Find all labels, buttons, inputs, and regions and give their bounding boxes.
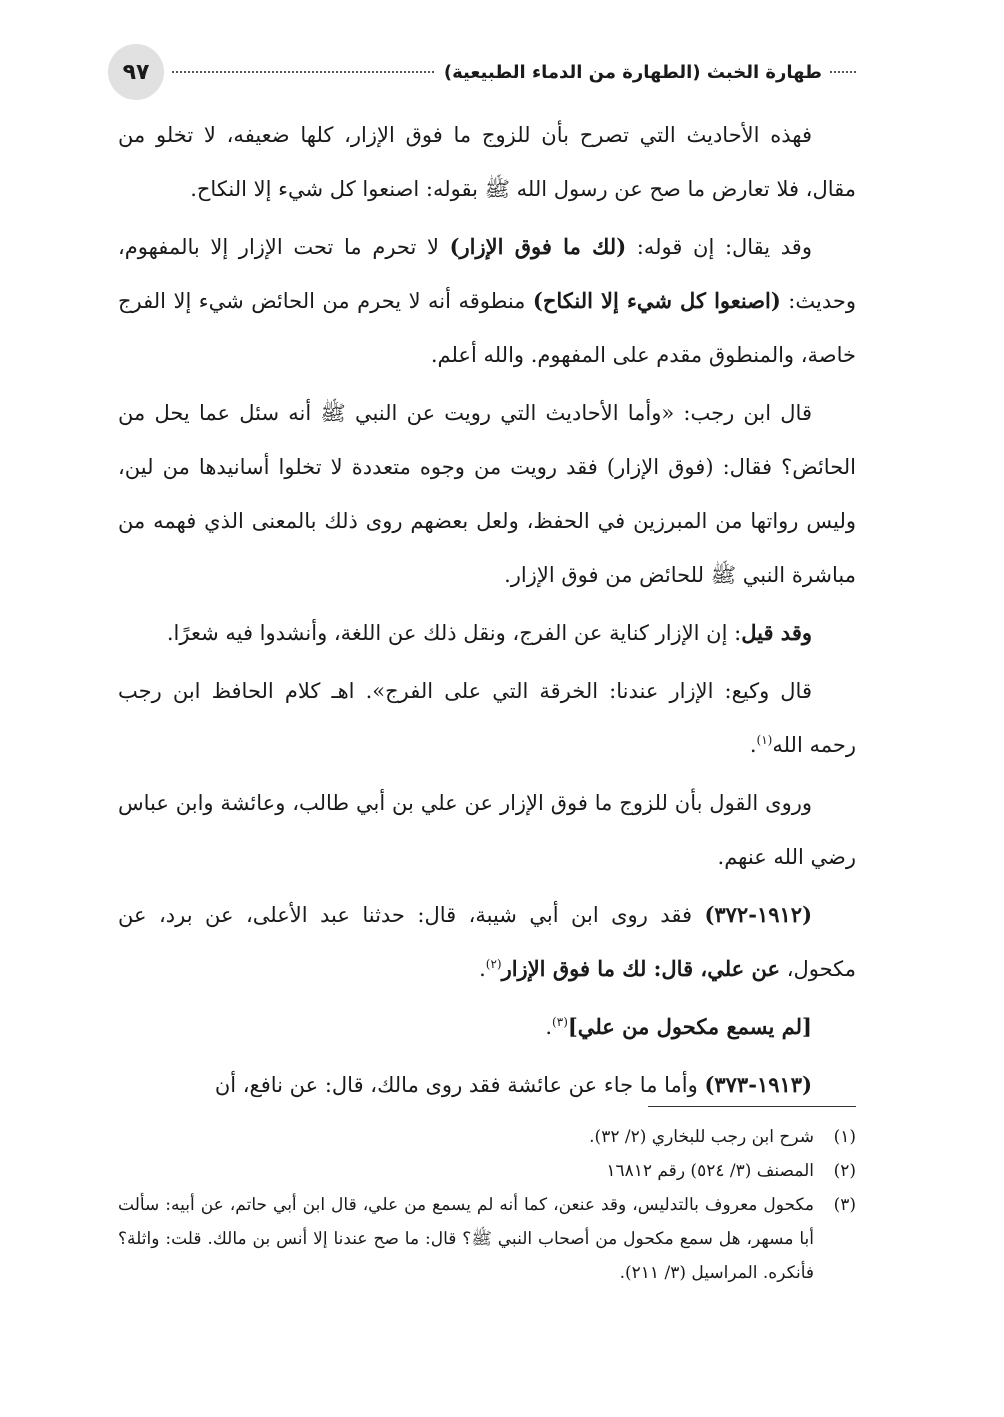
page-number: ٩٧ xyxy=(122,59,150,85)
paragraph-4-lead: وقد قيل xyxy=(741,620,812,645)
paragraph-2-text-a: وقد يقال: إن قوله: xyxy=(626,235,812,259)
footnote-text: شرح ابن رجب للبخاري (٢/ ٣٢). xyxy=(589,1127,814,1147)
paragraph-3 xyxy=(118,386,856,602)
footnotes xyxy=(118,1120,856,1290)
hadith-quote-1: (لك ما فوق الإزار) xyxy=(449,234,627,259)
footnote-text: مكحول معروف بالتدليس، وقد عنعن، كما أنه لم يسمع من علي، قال ابن أبي حاتم، عن أبيه: سألت أبا مسهر، هل سمع مكحول من أصحاب النبي ﷺ؟ قال: ما صح عندنا إلا أنس بن مالك. قلت: واثلة؟ فأنكره. المراسيل (٣/ ٢١١). xyxy=(118,1195,814,1283)
footnote-text: المصنف (٣/ ٥٢٤) رقم ١٦٨١٢ xyxy=(606,1161,814,1181)
paragraph-7-text: فقد روى ابن أبي شيبة، قال: حدثنا عبد الأعلى، عن برد، عن مكحول، xyxy=(118,903,856,981)
paragraph-2-text-e: منطوقه أنه لا يحرم من الحائض شيء إلا الفرج خاصة، والمنطوق مقدم على المفهوم. والله أعلم. xyxy=(118,289,856,367)
paragraph-6-text: وروى القول بأن للزوج ما فوق الإزار عن علي بن أبي طالب، وعائشة وابن عباس رضي الله عنهم. xyxy=(118,791,856,869)
paragraph-7 xyxy=(118,888,856,996)
header-dotted-leader xyxy=(172,71,434,73)
footnote-ref-1[interactable]: (١) xyxy=(756,733,773,747)
narration-number-1913: (١٩١٣-٣٧٣) xyxy=(704,1072,812,1097)
paragraph-9 xyxy=(118,1058,856,1112)
paragraph-4 xyxy=(118,606,856,660)
paragraph-1 xyxy=(118,108,856,216)
footnote-ref-2[interactable]: (٢) xyxy=(485,957,502,971)
paragraph-5 xyxy=(118,664,856,772)
narration-number-1912: (١٩١٢-٣٧٢) xyxy=(704,902,812,927)
footnote-divider xyxy=(648,1106,856,1107)
header-title: طهارة الخبث (الطهارة من الدماء الطبيعية) xyxy=(443,61,822,83)
header-dotted-leader-start xyxy=(830,71,856,73)
footnote-number: (٢) xyxy=(833,1161,856,1181)
paragraph-4-text: : إن الإزار كناية عن الفرج، ونقل ذلك عن اللغة، وأنشدوا فيه شعرًا. xyxy=(166,621,742,645)
page-number-badge xyxy=(108,44,164,100)
main-text xyxy=(118,108,856,1116)
paragraph-8-end: . xyxy=(545,1015,553,1039)
paragraph-5-text: قال وكيع: الإزار عندنا: الخرقة التي على الفرج». اهـ كلام الحافظ ابن رجب رحمه الله xyxy=(118,679,856,757)
paragraph-1-text: فهذه الأحاديث التي تصرح بأن للزوج ما فوق الإزار، كلها ضعيفه، لا تخلو من مقال، فلا تعارض ما صح عن رسول الله ﷺ بقوله: اصنعوا كل شيء إلا النكاح. xyxy=(118,123,856,201)
footnote-number: (١) xyxy=(833,1127,856,1147)
hadith-quote-ali: عن علي، قال: لك ما فوق الإزار xyxy=(501,956,781,981)
footnote-2 xyxy=(118,1154,856,1188)
paragraph-8 xyxy=(118,1000,856,1054)
paragraph-9-text: وأما ما جاء عن عائشة فقد روى مالك، قال: عن نافع، أن xyxy=(214,1073,705,1097)
paragraph-6 xyxy=(118,776,856,884)
footnote-ref-3[interactable]: (٣) xyxy=(552,1015,568,1029)
footnote-1 xyxy=(118,1120,856,1154)
paragraph-2-text-c: لا تحرم ما تحت الإزار إلا بالمفهوم، وحديث: xyxy=(118,235,856,313)
grading-note: [لم يسمع مكحول من علي] xyxy=(567,1014,812,1039)
running-header xyxy=(172,44,856,100)
paragraph-5-end: . xyxy=(749,733,757,757)
footnote-3 xyxy=(118,1188,856,1290)
paragraph-3-text: قال ابن رجب: «وأما الأحاديث التي رويت عن النبي ﷺ أنه سئل عما يحل من الحائض؟ فقال: (فوق الإزار) فقد رويت من وجوه متعددة لا تخلوا أسانيدها من لين، وليس رواتها من المبرزين في الحفظ، ولعل بعضهم روى ذلك بالمعنى الذي فهمه من مباشرة النبي ﷺ للحائض من فوق الإزار. xyxy=(118,401,856,587)
paragraph-7-end: . xyxy=(479,957,486,981)
hadith-quote-2: (اصنعوا كل شيء إلا النكاح) xyxy=(532,288,781,313)
footnote-number: (٣) xyxy=(833,1195,856,1215)
paragraph-2 xyxy=(118,220,856,382)
